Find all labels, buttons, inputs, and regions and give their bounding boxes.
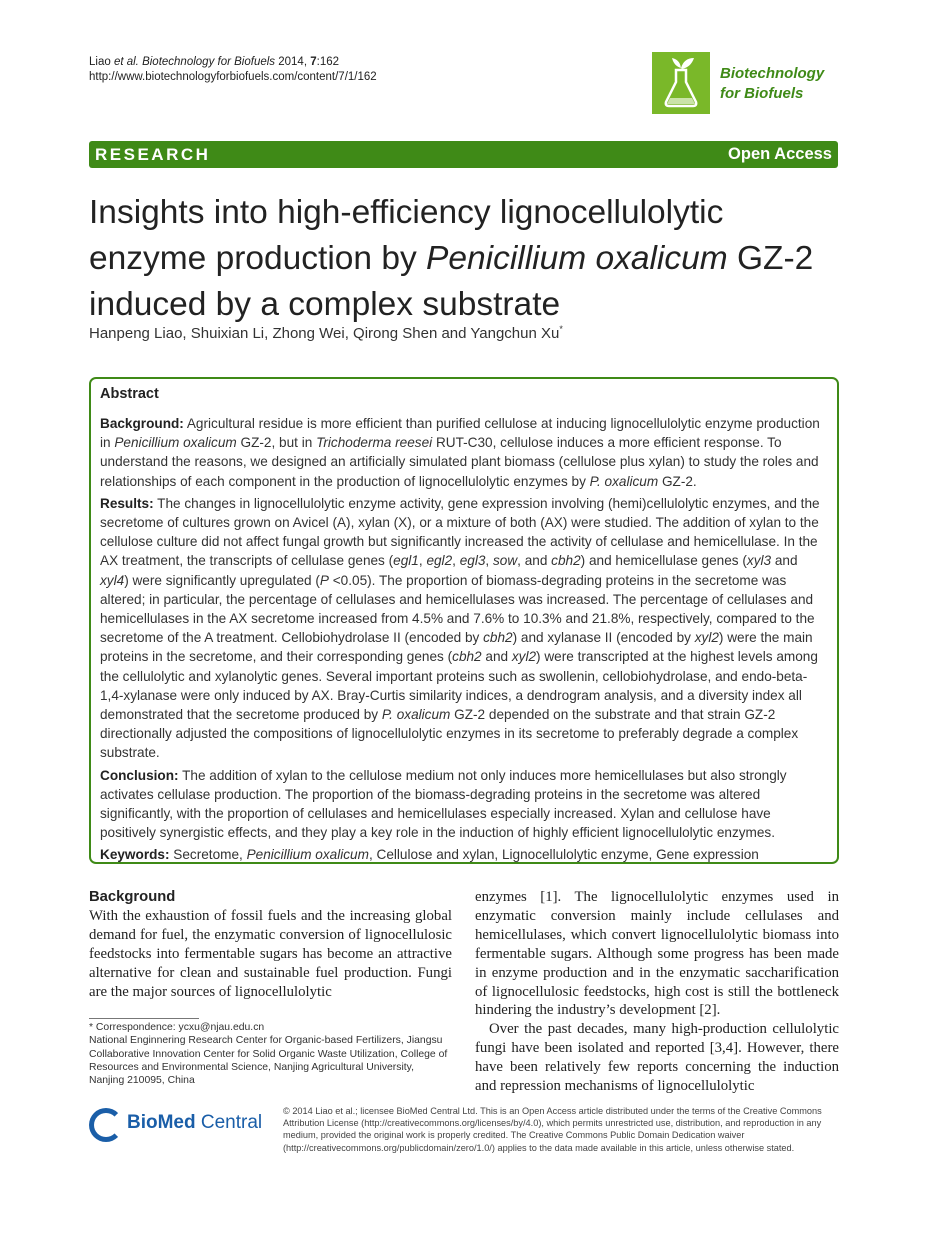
open-access-label: Open Access: [728, 145, 832, 163]
biomed-central-icon: [89, 1108, 123, 1142]
abstract-heading: Abstract: [100, 386, 159, 402]
corresponding-author-marker: *: [559, 324, 563, 334]
body-paragraph: enzymes [1]. The lignocellulolytic enzymes used in enzymatic conversion mainly include cellulases and hemicellulases, which convert lignocellulolytic biomass into fermentable sugars. Although some progress has been made in enzyme production and in the enzymatic saccharification of lignocellulosic feedstocks, high cost is still the bottleneck hindering the industry’s development [2].: [475, 889, 839, 1019]
abstract-body: [100, 414, 830, 868]
abstract-box: [89, 377, 839, 864]
abstract-keywords: Keywords: Secretome, Penicillium oxalicum, Cellulose and xylan, Lignocellulolytic enzyme, Gene expression: [100, 847, 759, 863]
body-paragraph: With the exhaustion of fossil fuels and the increasing global demand for fuel, the enzymatic conversion of lignocellulosic feedstocks into fermentable sugars has become an attractive alternative for clean and sustainable fuel production. Fungi are the major sources of lignocellulolytic: [89, 907, 452, 1000]
abstract-background: Background: Agricultural residue is more efficient than purified cellulose at inducing lignocellulolytic enzyme production in Penicillium oxalicum GZ-2, but in Trichoderma reesei RUT-C30, cellulose induces a more efficient response. To understand the reasons, we designed an artificially simulated plant biomass (cellulose plus xylan) to study the roles and relationships of each component in the production of lignocellulolytic enzymes by P. oxalicum GZ-2.: [100, 416, 820, 489]
abstract-conclusion: Conclusion: The addition of xylan to the cellulose medium not only induces more hemicellulases but also strongly activates cellulase production. The proportion of the biomass-degrading proteins in the secretome was altered significantly, with the proportion of cellulases and hemicellulases especially increased. Xylan and cellulose have positively synergistic effects, and they play a key role in the induction of highly efficient lignocellulolytic enzymes.: [100, 767, 787, 841]
body-column-left: [89, 888, 452, 1001]
article-type-label: RESEARCH: [95, 145, 211, 164]
footnote-divider: [89, 1018, 199, 1019]
article-type-banner: [89, 141, 838, 168]
section-heading-background: Background: [89, 889, 176, 905]
journal-logo: [652, 52, 852, 114]
article-url[interactable]: http://www.biotechnologyforbiofuels.com/content/7/1/162: [89, 71, 377, 83]
publisher-name: BioMed Central: [127, 1112, 263, 1133]
author-list: Hanpeng Liao, Shuixian Li, Zhong Wei, Qirong Shen and Yangchun Xu*: [89, 324, 563, 342]
flask-plant-icon: [652, 52, 710, 114]
author-affiliation: National Enginnering Research Center for Organic-based Fertilizers, Jiangsu Collaborative Innovation Center for Solid Organic Waste Utilization, College of Resources and Environmental Science, Nanjing Agricultural University, Nanjing 210095, China: [89, 1035, 448, 1087]
body-column-right: [475, 888, 839, 1096]
correspondence-email[interactable]: * Correspondence: ycxu@njau.edu.cn: [89, 1022, 265, 1033]
article-title: Insights into high-efficiency lignocellulolytic enzyme production by Penicillium oxalicum GZ-2 induced by a complex substrate: [89, 194, 814, 323]
body-paragraph: Over the past decades, many high-production cellulolytic fungi have been isolated and reported [3,4]. However, there have been relatively few reports concerning the induction and repression mechanisms of lignocellulolytic: [475, 1021, 839, 1095]
journal-name: Biotechnology for Biofuels: [720, 65, 825, 102]
footnote: [89, 1021, 449, 1087]
abstract-results: Results: The changes in lignocellulolytic enzyme activity, gene expression involving (hemi)cellulolytic enzymes, and the secretome of cultures grown on Avicel (A), xylan (X), or a mixture of both (AX) were studied. The addition of xylan to the cellulose culture did not affect fungal growth but significantly increased the activity of cellulase and hemicellulase. In the AX treatment, the transcripts of cellulase genes (egl1, egl2, egl3, sow, and cbh2) and hemicellulase genes (xyl3 and xyl4) were significantly upregulated (P <0.05). The proportion of biomass-degrading proteins in the secretome was altered; in particular, the percentage of cellulases and hemicellulases was increased. The percentage of cellulases and hemicellulases in the AX secretome increased from 4.5% and 7.6% to 10.3% and 21.8%, respectively, compared to the secretome of the A treatment. Cellobiohydrolase II (encoded by cbh2) and xylanase II (encoded by xyl2) were the main proteins in the secretome, and their corresponding genes (cbh2 and xyl2) were transcripted at the highest levels among the cellulolytic and xylanolytic genes. Several important proteins such as swollenin, cellobiohydrolase, and endo-beta-1,4-xylanase were only induced by AX. Bray-Curtis similarity indices, a dendrogram analysis, and a diversity index all demonstrated that the secretome produced by P. oxalicum GZ-2 depended on the substrate and that strain GZ-2 directionally adjusted the compositions of lignocellulolytic enzymes in its secretome to preferably degrade a complex substrate.: [100, 495, 820, 761]
license-statement: © 2014 Liao et al.; licensee BioMed Central Ltd. This is an Open Access article distributed under the terms of the Creative Commons Attribution License (http://creativecommons.org/licenses/by/4.0), which permits unrestricted use, distribution, and reproduction in any medium, provided the original work is properly credited. The Creative Commons Public Domain Dedication waiver (http://creativecommons.org/publicdomain/zero/1.0/) applies to the data made available in this article, unless otherwise stated.: [283, 1106, 822, 1153]
publisher-logo: [89, 1106, 269, 1148]
citation-header: [89, 55, 377, 85]
citation-line: Liao et al. Biotechnology for Biofuels 2014, 7:162: [89, 56, 340, 68]
